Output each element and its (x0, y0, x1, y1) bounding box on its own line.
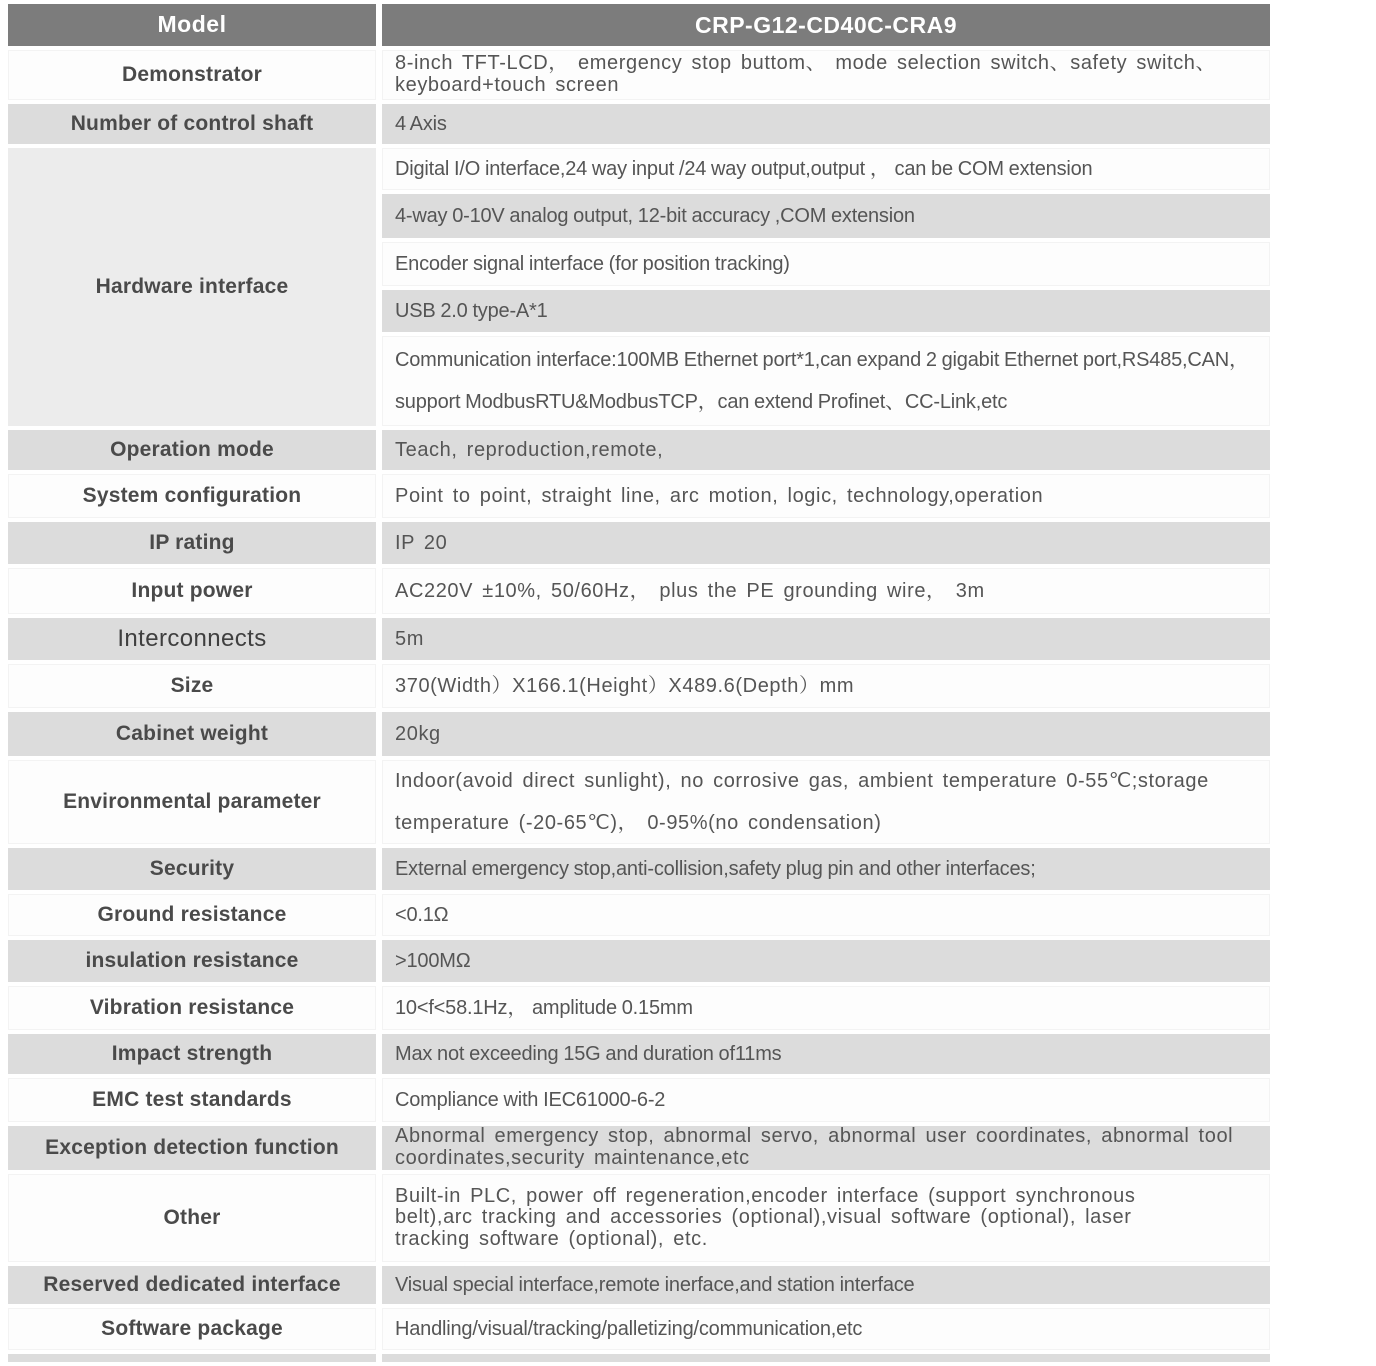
row-ground-resistance (8, 894, 1270, 936)
row-other-text: Built-in PLC, power off regeneration,encoder interface (support synchronous belt),arc tracking and accessories (optional),visual software (optional), laser tracking software (optional), etc. (395, 1184, 1136, 1250)
header-model-label: Model (8, 4, 376, 46)
row-input-power (8, 568, 1270, 614)
hardware-interface-subrows (382, 148, 1270, 426)
row-other-label: Other (8, 1174, 376, 1262)
row-other-value (382, 1174, 1270, 1262)
row-system-configuration-value: Point to point, straight line, arc motion, logic, technology,operation (382, 474, 1270, 518)
partial-row-value (382, 1354, 1270, 1362)
row-emc-test-standards-label: EMC test standards (8, 1078, 376, 1122)
row-security-value: External emergency stop,anti-collision,safety plug pin and other interfaces; (382, 848, 1270, 890)
row-cabinet-weight-value: 20kg (382, 712, 1270, 756)
row-vibration-resistance-label: Vibration resistance (8, 986, 376, 1030)
row-interconnects-value: 5m (382, 618, 1270, 660)
row-exception-detection-label: Exception detection function (8, 1126, 376, 1170)
subrow-encoder-interface: Encoder signal interface (for position tracking) (382, 242, 1270, 286)
partial-row (8, 1354, 1270, 1362)
row-software-package-label: Software package (8, 1308, 376, 1350)
row-emc-test-standards-value: Compliance with IEC61000-6-2 (382, 1078, 1270, 1122)
row-software-package (8, 1308, 1270, 1350)
subrow-digital-io: Digital I/O interface,24 way input /24 way output,output ， can be COM extension (382, 148, 1270, 190)
row-hardware-interface (8, 148, 1270, 426)
row-environmental-parameter-value: Indoor(avoid direct sunlight), no corrosive gas, ambient temperature 0-55℃;storage temperature (-20-65℃)， 0-95%(no condensation) (382, 760, 1270, 844)
subrow-communication-interface: Communication interface:100MB Ethernet port*1,can expand 2 gigabit Ethernet port,RS485,CAN，support ModbusRTU&ModbusTCP，can extend Profinet、CC-Link,etc (382, 336, 1270, 426)
header-model-value: CRP-G12-CD40C-CRA9 (382, 4, 1270, 46)
row-size (8, 664, 1270, 708)
row-vibration-resistance-value: 10<f<58.1Hz， amplitude 0.15mm (382, 986, 1270, 1030)
row-reserved-interface-value: Visual special interface,remote inerface,and station interface (382, 1266, 1270, 1304)
row-control-shaft (8, 104, 1270, 144)
row-ip-rating-value: IP 20 (382, 522, 1270, 564)
row-input-power-label: Input power (8, 568, 376, 614)
partial-row-label (8, 1354, 376, 1362)
row-cabinet-weight (8, 712, 1270, 756)
row-other (8, 1174, 1270, 1262)
row-ip-rating (8, 522, 1270, 564)
row-ip-rating-label: IP rating (8, 522, 376, 564)
row-ground-resistance-label: Ground resistance (8, 894, 376, 936)
row-exception-detection-value: Abnormal emergency stop, abnormal servo, abnormal user coordinates, abnormal tool coordinates,security maintenance,etc (382, 1126, 1270, 1170)
row-demonstrator-label: Demonstrator (8, 50, 376, 100)
spec-table (8, 4, 1270, 1362)
row-size-label: Size (8, 664, 376, 708)
row-environmental-parameter (8, 760, 1270, 844)
row-reserved-interface-label: Reserved dedicated interface (8, 1266, 376, 1304)
row-operation-mode-value: Teach, reproduction,remote, (382, 430, 1270, 470)
row-environmental-parameter-label: Environmental parameter (8, 760, 376, 844)
row-impact-strength-label: Impact strength (8, 1034, 376, 1074)
row-security-label: Security (8, 848, 376, 890)
row-operation-mode-label: Operation mode (8, 430, 376, 470)
row-vibration-resistance (8, 986, 1270, 1030)
row-exception-detection (8, 1126, 1270, 1170)
row-emc-test-standards (8, 1078, 1270, 1122)
row-hardware-interface-label: Hardware interface (8, 148, 376, 426)
row-operation-mode (8, 430, 1270, 470)
subrow-usb: USB 2.0 type-A*1 (382, 290, 1270, 332)
row-system-configuration-label: System configuration (8, 474, 376, 518)
row-ground-resistance-value: <0.1Ω (382, 894, 1270, 936)
row-interconnects-label: Interconnects (8, 618, 376, 660)
row-demonstrator (8, 50, 1270, 100)
row-size-value: 370(Width）X166.1(Height）X489.6(Depth）mm (382, 664, 1270, 708)
row-software-package-value: Handling/visual/tracking/palletizing/communication,etc (382, 1308, 1270, 1350)
row-insulation-resistance-label: insulation resistance (8, 940, 376, 982)
row-control-shaft-value: 4 Axis (382, 104, 1270, 144)
row-interconnects (8, 618, 1270, 660)
row-impact-strength (8, 1034, 1270, 1074)
row-insulation-resistance (8, 940, 1270, 982)
row-system-configuration (8, 474, 1270, 518)
row-control-shaft-label: Number of control shaft (8, 104, 376, 144)
row-security (8, 848, 1270, 890)
header-row (8, 4, 1270, 46)
row-impact-strength-value: Max not exceeding 15G and duration of11ms (382, 1034, 1270, 1074)
row-cabinet-weight-label: Cabinet weight (8, 712, 376, 756)
row-reserved-interface (8, 1266, 1270, 1304)
row-insulation-resistance-value: >100MΩ (382, 940, 1270, 982)
row-demonstrator-value: 8-inch TFT-LCD， emergency stop buttom、 mode selection switch、safety switch、 keyboard+touch screen (382, 50, 1270, 100)
subrow-analog-output: 4-way 0-10V analog output, 12-bit accuracy ,COM extension (382, 194, 1270, 238)
row-input-power-value: AC220V ±10%, 50/60Hz， plus the PE grounding wire， 3m (382, 568, 1270, 614)
